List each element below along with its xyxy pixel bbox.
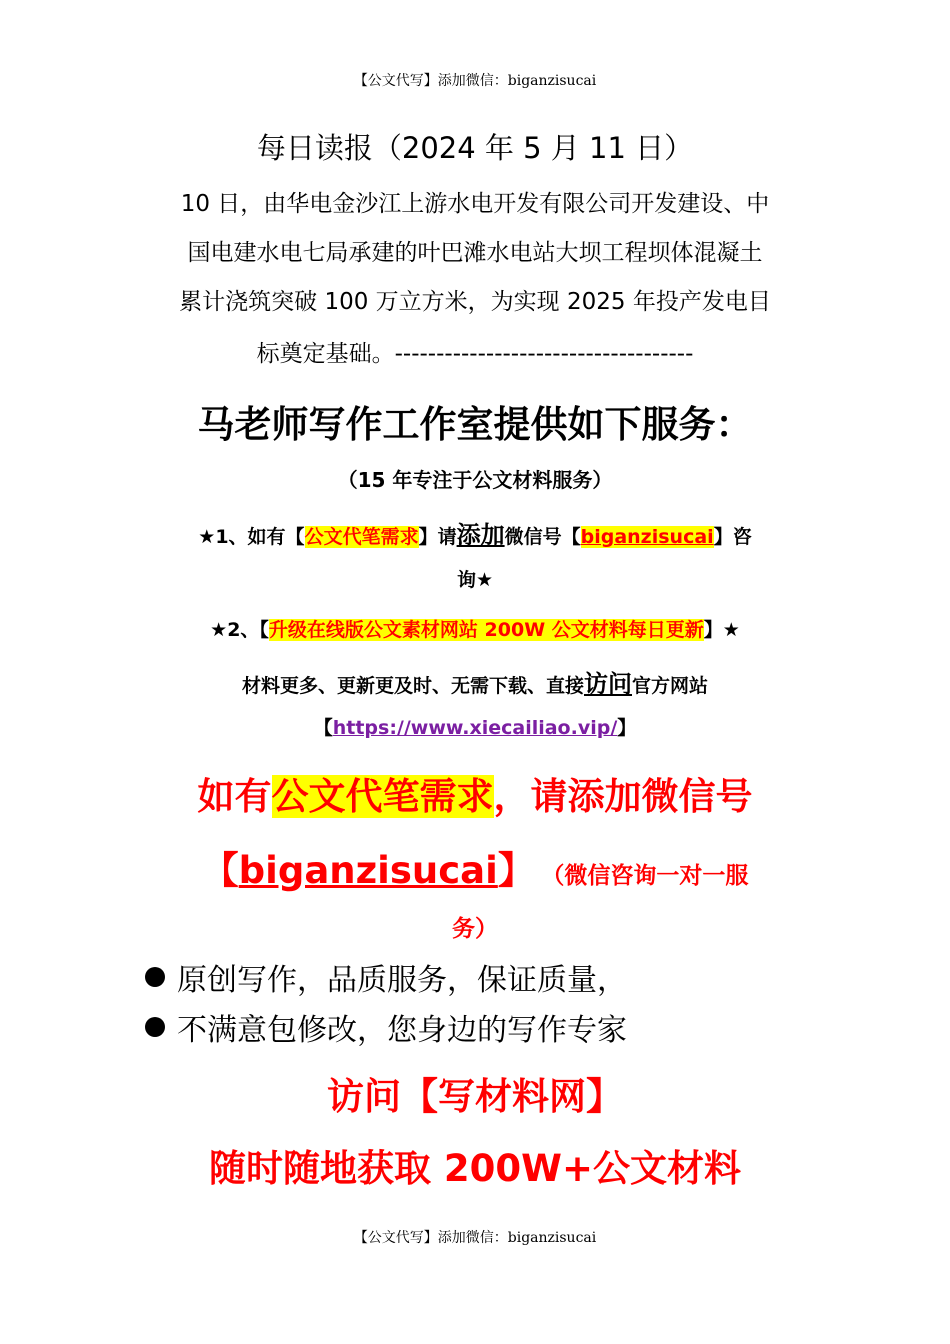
bullet-icon (145, 967, 165, 987)
service-2-line-1 (0, 615, 950, 642)
bullet-text-1: 原创写作，品质服务，保证质量， (177, 963, 627, 998)
bullet-item-2 (145, 1005, 627, 1049)
promo-a: 如有 (197, 775, 272, 818)
service-1-highlight: 公文代笔需求 (304, 526, 419, 548)
promo-line-3: 务） (452, 916, 498, 942)
promo-line-2 (0, 840, 950, 894)
bullet-text-2: 不满意包修改，您身边的写作专家 (177, 1013, 627, 1048)
service-1-prefix: ★1、如有【 (198, 526, 305, 548)
service-1-wechat-label: 微信号【 (504, 526, 581, 548)
bullet-icon (145, 1017, 165, 1037)
cta-line-1: 访问【写材料网】 (327, 1075, 623, 1118)
studio-subheading: （15 年专注于公文材料服务） (337, 468, 613, 492)
service-2-suffix: 】★ (703, 619, 740, 641)
page-title: 每日读报（2024 年 5 月 11 日） (256, 131, 694, 165)
promo-bracket-open: 【 (201, 849, 239, 892)
service-1-line-1 (0, 515, 950, 550)
promo-highlight: 公文代笔需求 (271, 775, 494, 818)
promo-line-1 (0, 766, 950, 820)
service-2-url-line (0, 713, 950, 740)
news-line-1: 10 日，由华电金沙江上游水电开发有限公司开发建设、中 (180, 191, 770, 217)
service-2-line-2 (0, 664, 950, 699)
service-1-wechat-id[interactable]: biganzisucai (580, 526, 714, 548)
service-1-suffix: 】咨 (713, 526, 752, 548)
promo-b: ，请添加微信号 (493, 775, 753, 818)
website-link[interactable]: https://www.xiecailiao.vip/ (332, 717, 618, 739)
news-line-3: 累计浇筑突破 100 万立方米，为实现 2025 年投产发电目 (179, 289, 771, 315)
service-2-line2-b: 官方网站 (632, 675, 709, 697)
service-1-line-2: 询★ (456, 569, 494, 591)
service-2-highlight: 升级在线版公文素材网站 200W 公文材料每日更新 (268, 619, 704, 641)
service-2-visit: 访问 (584, 670, 632, 698)
url-bracket-open: 【 (313, 717, 333, 739)
news-line-2: 国电建水电七局承建的叶巴滩水电站大坝工程坝体混凝土 (187, 240, 763, 266)
url-bracket-close: 】 (617, 717, 637, 739)
bullet-item-1 (145, 955, 627, 999)
service-1-mid: 】请 (418, 526, 457, 548)
cta-line-2: 随时随地获取 200W+公文材料 (209, 1147, 741, 1190)
service-2-line2-a: 材料更多、更新更及时、无需下载、直接 (241, 675, 584, 697)
promo-bracket-close: 】 (497, 849, 535, 892)
page-header: 【公文代写】添加微信：biganzisucai (353, 73, 597, 89)
page-footer: 【公文代写】添加微信：biganzisucai (353, 1230, 597, 1246)
news-line-4: 标奠定基础。------------------------------------ (256, 341, 694, 367)
studio-heading: 马老师写作工作室提供如下服务： (197, 403, 753, 446)
promo-wechat-id[interactable]: biganzisucai (238, 849, 498, 892)
promo-small: （微信咨询一对一服 (552, 863, 749, 889)
service-1-add: 添加 (456, 521, 505, 549)
service-2-prefix: ★2、【 (210, 619, 269, 641)
